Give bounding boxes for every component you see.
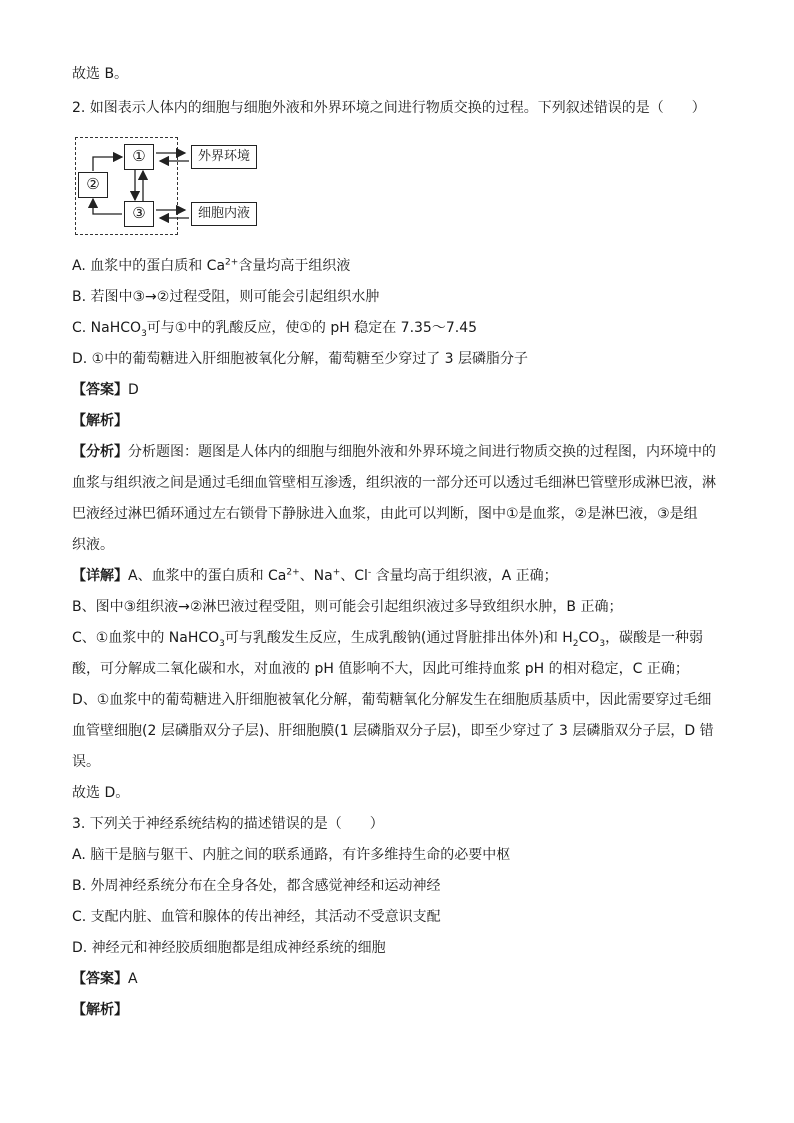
q2-stem: 2. 如图表示人体内的细胞与细胞外液和外界环境之间进行物质交换的过程。下列叙述错误的是（ ） (72, 100, 706, 116)
q3-answer-label: 【答案】 (72, 971, 128, 987)
q2-xj-a-mid: 、Na (299, 568, 333, 584)
q2-xj-a-post: 含量均高于组织液，A 正确； (371, 568, 558, 584)
q3-option-a: A. 脑干是脑与躯干、内脏之间的联系通路，有许多维持生命的必要中枢 (72, 847, 511, 863)
q2-xj-a-pre: A、血浆中的蛋白质和 Ca (128, 568, 287, 584)
q2-xj-c1-sub3: 3 (599, 638, 606, 649)
q3-answer-value: A (128, 971, 138, 987)
q2-xiangjie-d2: 血管壁细胞(2 层磷脂双分子层)、肝细胞膜(1 层磷脂双分子层)，即至少穿过了 3 层磷脂双分子层，D 错 (72, 723, 714, 739)
q2-fenxi-3: 巴液经过淋巴循环通过左右锁骨下静脉进入血浆，由此可以判断，图中①是血浆，②是淋巴液，③是组 (72, 506, 698, 522)
q2-xiangjie-label: 【详解】 (72, 568, 128, 584)
q2-option-a-text: A. 血浆中的蛋白质和 Ca (72, 258, 226, 274)
q2-xj-c1-post: ，碳酸是一种弱 (605, 630, 704, 646)
q3-stem: 3. 下列关于神经系统结构的描述错误的是（ ） (72, 816, 384, 832)
q2-xiangjie-d3: 误。 (72, 754, 100, 770)
q3-option-d: D. 神经元和神经胶质细胞都是组成神经系统的细胞 (72, 940, 386, 956)
q3-option-b: B. 外周神经系统分布在全身各处，都含感觉神经和运动神经 (72, 878, 441, 894)
q3-option-c: C. 支配内脏、血管和腺体的传出神经，其活动不受意识支配 (72, 909, 441, 925)
q2-option-c-text: C. NaHCO (72, 320, 142, 336)
q2-xiangjie-a (72, 566, 558, 586)
q2-conclusion: 故选 D。 (72, 785, 130, 801)
q2-fenxi-1-text: 分析题图：题图是人体内的细胞与细胞外液和外界环境之间进行物质交换的过程图，内环境中的 (128, 444, 716, 460)
q2-xj-a-sup2: + (332, 567, 341, 578)
q2-fenxi-label: 【分析】 (72, 444, 128, 460)
box-1: ① (124, 144, 154, 170)
exchange-diagram (72, 134, 272, 242)
external-environment-box: 外界环境 (191, 145, 257, 169)
prev-conclusion: 故选 B。 (72, 66, 129, 82)
q2-option-c-post: 可与①中的乳酸反应，使①的 pH 稳定在 7.35～7.45 (146, 320, 478, 336)
arrow-2-to-1 (93, 157, 122, 171)
arrow-3-to-2 (93, 199, 122, 214)
q2-fenxi-4: 织液。 (72, 537, 114, 553)
q2-option-c-sub: 3 (141, 328, 147, 339)
q2-xiangjie-c1 (72, 628, 703, 648)
q2-option-c (72, 318, 477, 338)
q2-option-d: D. ①中的葡萄糖进入肝细胞被氧化分解，葡萄糖至少穿过了 3 层磷脂分子 (72, 351, 529, 367)
q2-xiangjie-d1: D、①血浆中的葡萄糖进入肝细胞被氧化分解，葡萄糖氧化分解发生在细胞质基质中，因此需要穿过毛细 (72, 692, 712, 708)
q2-xj-a-mid2: 、Cl (340, 568, 368, 584)
q2-xj-a-sup1: 2+ (286, 567, 300, 578)
q2-xj-c1-sub2: 2 (572, 638, 579, 649)
q2-xj-a-sup3: - (367, 567, 372, 578)
q2-xj-c1-pre: C、①血浆中的 NaHCO (72, 630, 220, 646)
box-2: ② (78, 172, 108, 198)
box-3: ③ (124, 201, 154, 227)
q2-option-a-sup: 2+ (225, 257, 239, 268)
q2-answer (72, 380, 139, 400)
intracellular-fluid-box: 细胞内液 (191, 202, 257, 226)
q2-xj-c1-mid2: CO (578, 630, 600, 646)
q2-xj-c1-sub1: 3 (219, 638, 225, 649)
q2-option-a (72, 256, 350, 276)
q2-xiangjie-c2: 酸，可分解成二氧化碳和水，对血液的 pH 值影响不大，因此可维持血浆 pH 的相对稳定，C 正确； (72, 661, 689, 677)
q2-option-a-post: 含量均高于组织液 (238, 258, 351, 274)
q2-fenxi-2: 血浆与组织液之间是通过毛细血管壁相互渗透，组织液的一部分还可以透过毛细淋巴管壁形成淋巴液，淋 (72, 475, 716, 491)
q2-xiangjie-b: B、图中③组织液→②淋巴液过程受阻，则可能会引起组织液过多导致组织水肿，B 正确； (72, 599, 623, 615)
q2-xj-c1-mid: 可与乳酸发生反应，生成乳酸钠(通过肾脏排出体外)和 H (224, 630, 573, 646)
q3-analysis-label: 【解析】 (72, 1002, 128, 1018)
q2-answer-value: D (128, 382, 139, 398)
q3-answer (72, 969, 138, 989)
q2-answer-label: 【答案】 (72, 382, 128, 398)
q2-option-b: B. 若图中③→②过程受阻，则可能会引起组织水肿 (72, 289, 380, 305)
q2-analysis-label: 【解析】 (72, 413, 128, 429)
q2-fenxi-1 (72, 442, 716, 462)
